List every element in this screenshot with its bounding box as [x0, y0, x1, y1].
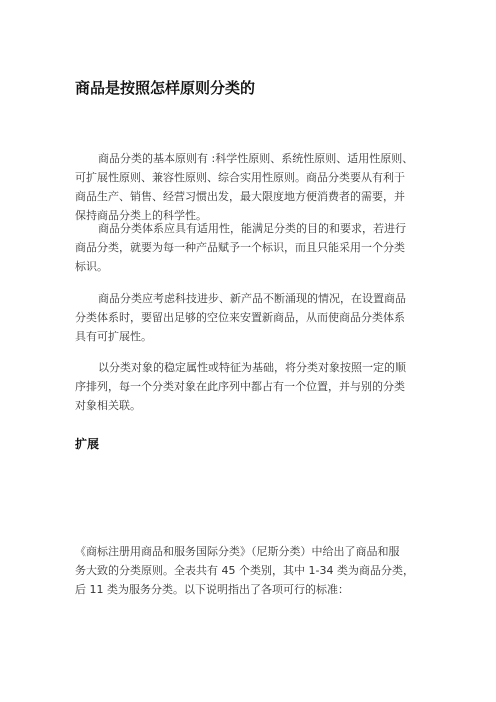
document-title: 商品是按照怎样原则分类的 [75, 79, 256, 97]
section-heading-extension: 扩展 [75, 437, 100, 451]
paragraph-classification-principles [75, 149, 425, 225]
paragraph-line: 序排列，每一个分类对象在此序列中都占有一个位置，并与别的分类 [75, 380, 405, 393]
paragraph-line: 可扩展性原则、兼容性原则、综合实用性原则。商品分类要从有利于 [75, 171, 405, 184]
paragraph-line: 商品生产、销售、经营习惯出发，最大限度地方便消费者的需要，并 [75, 190, 405, 203]
paragraph-extensibility [75, 289, 425, 346]
paragraph-line: 务大致的分类原则。全表共有 45 个类别，其中 1-34 类为商品分类， [75, 564, 414, 577]
paragraph-line: 商品分类，就要为每一种产品赋予一个标识，而且只能采用一个分类 [75, 241, 405, 254]
paragraph-line: 商品分类体系应具有适用性，能满足分类的目的和要求，若进行 [98, 222, 406, 235]
paragraph-line: 以分类对象的稳定属性或特征为基础，将分类对象按照一定的顺 [98, 361, 406, 374]
paragraph-line: 商品分类应考虑科技进步、新产品不断涌现的情况，在设置商品 [98, 292, 406, 305]
paragraph-line: 具有可扩展性。 [75, 330, 152, 343]
paragraph-applicability [75, 219, 425, 276]
paragraph-line: 《商标注册用商品和服务国际分类》（尼斯分类）中给出了商品和服 [75, 545, 400, 558]
paragraph-line: 分类体系时，要留出足够的空位来安置新商品，从而使商品分类体系 [75, 311, 405, 324]
paragraph-line: 商品分类的基本原则有 :科学性原则、系统性原则、适用性原则、 [98, 152, 414, 165]
paragraph-nice-classification [75, 542, 425, 599]
paragraph-line: 标识。 [75, 260, 108, 273]
paragraph-systematic-order [75, 358, 425, 415]
paragraph-line: 后 11 类为服务分类。以下说明指出了各项可行的标准： [75, 583, 349, 596]
paragraph-line: 保持商品分类上的科学性。 [75, 209, 207, 222]
paragraph-line: 对象相关联。 [75, 399, 141, 412]
